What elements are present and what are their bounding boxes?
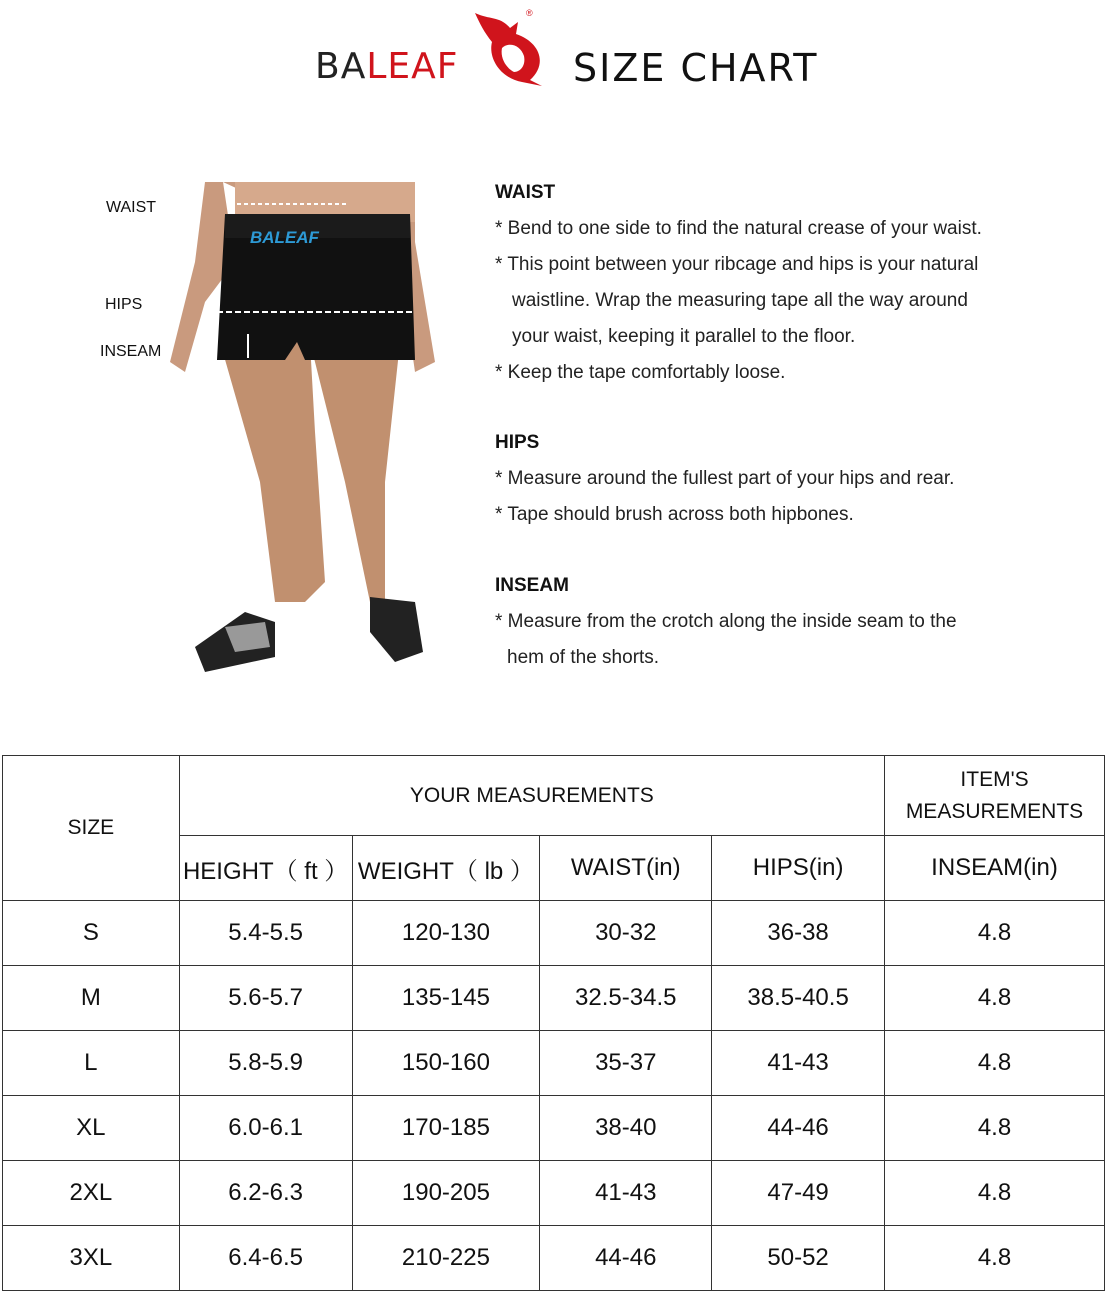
hips-section	[495, 425, 954, 533]
inseam-section	[495, 568, 957, 676]
table-cell: 44-46	[712, 1096, 885, 1161]
column-header: WEIGHT（ lb ）	[352, 836, 540, 901]
waist-section	[495, 175, 982, 391]
model-photo	[165, 182, 435, 682]
section-heading: WAIST	[495, 182, 556, 203]
size-table	[2, 755, 1105, 1291]
table-cell: 135-145	[352, 966, 540, 1031]
table-cell: 32.5-34.5	[540, 966, 712, 1031]
table-cell: 41-43	[540, 1161, 712, 1226]
column-header: HIPS(in)	[712, 836, 885, 901]
table-cell: 170-185	[352, 1096, 540, 1161]
leaf-logo-icon	[470, 8, 550, 88]
table-cell: 47-49	[712, 1161, 885, 1226]
table-cell: S	[3, 901, 180, 966]
table-cell: 41-43	[712, 1031, 885, 1096]
column-header: INSEAM(in)	[885, 836, 1105, 901]
instruction-line: * Keep the tape comfortably loose.	[495, 362, 786, 383]
table-cell: 6.4-6.5	[179, 1226, 352, 1291]
section-heading: INSEAM	[495, 575, 569, 596]
table-cell: M	[3, 966, 180, 1031]
size-header: SIZE	[3, 756, 180, 901]
table-cell: 120-130	[352, 901, 540, 966]
table-cell: 2XL	[3, 1161, 180, 1226]
instruction-line: your waist, keeping it parallel to the floor.	[512, 326, 856, 347]
waist-label: WAIST	[106, 199, 157, 216]
instruction-line: * This point between your ribcage and hips is your natural	[495, 254, 979, 275]
instruction-line: * Bend to one side to find the natural crease of your waist.	[495, 218, 982, 239]
table-cell: L	[3, 1031, 180, 1096]
table-cell: 36-38	[712, 901, 885, 966]
instruction-line: waistline. Wrap the measuring tape all the way around	[512, 290, 968, 311]
table-cell: 6.2-6.3	[179, 1161, 352, 1226]
instruction-line: * Measure from the crotch along the inside seam to the	[495, 611, 957, 632]
table-row	[3, 1226, 1105, 1291]
table-cell: 5.6-5.7	[179, 966, 352, 1031]
table-cell: 6.0-6.1	[179, 1096, 352, 1161]
table-row	[3, 966, 1105, 1031]
table-cell: 30-32	[540, 901, 712, 966]
table-cell: 38-40	[540, 1096, 712, 1161]
table-cell: XL	[3, 1096, 180, 1161]
instruction-line: * Measure around the fullest part of your hips and rear.	[495, 468, 955, 489]
table-cell: 190-205	[352, 1161, 540, 1226]
table-row	[3, 1031, 1105, 1096]
hips-label: HIPS	[105, 296, 143, 313]
column-header: HEIGHT（ ft ）	[179, 836, 352, 901]
table-cell: 38.5-40.5	[712, 966, 885, 1031]
svg-text:®: ®	[526, 8, 533, 18]
column-header: WAIST(in)	[540, 836, 712, 901]
table-cell: 50-52	[712, 1226, 885, 1291]
table-cell: 4.8	[885, 1226, 1105, 1291]
page-title: SIZE CHART	[573, 46, 819, 90]
table-cell: 4.8	[885, 901, 1105, 966]
brand-logo: BALEAF	[315, 46, 459, 87]
table-cell: 210-225	[352, 1226, 540, 1291]
svg-text:BALEAF: BALEAF	[250, 228, 319, 247]
table-cell: 5.8-5.9	[179, 1031, 352, 1096]
table-cell: 4.8	[885, 1161, 1105, 1226]
table-cell: 150-160	[352, 1031, 540, 1096]
table-row	[3, 901, 1105, 966]
table-cell: 35-37	[540, 1031, 712, 1096]
table-cell: 4.8	[885, 1031, 1105, 1096]
table-cell: 44-46	[540, 1226, 712, 1291]
table-row	[3, 1161, 1105, 1226]
section-heading: HIPS	[495, 432, 540, 453]
instruction-line: * Tape should brush across both hipbones.	[495, 504, 854, 525]
your-measurements-header: YOUR MEASUREMENTS	[179, 756, 884, 836]
inseam-label: INSEAM	[100, 343, 162, 360]
table-cell: 4.8	[885, 966, 1105, 1031]
table-cell: 4.8	[885, 1096, 1105, 1161]
table-cell: 3XL	[3, 1226, 180, 1291]
items-measurements-header: ITEM'S MEASUREMENTS	[885, 756, 1105, 836]
table-row	[3, 1096, 1105, 1161]
table-cell: 5.4-5.5	[179, 901, 352, 966]
instruction-line: hem of the shorts.	[507, 647, 660, 668]
